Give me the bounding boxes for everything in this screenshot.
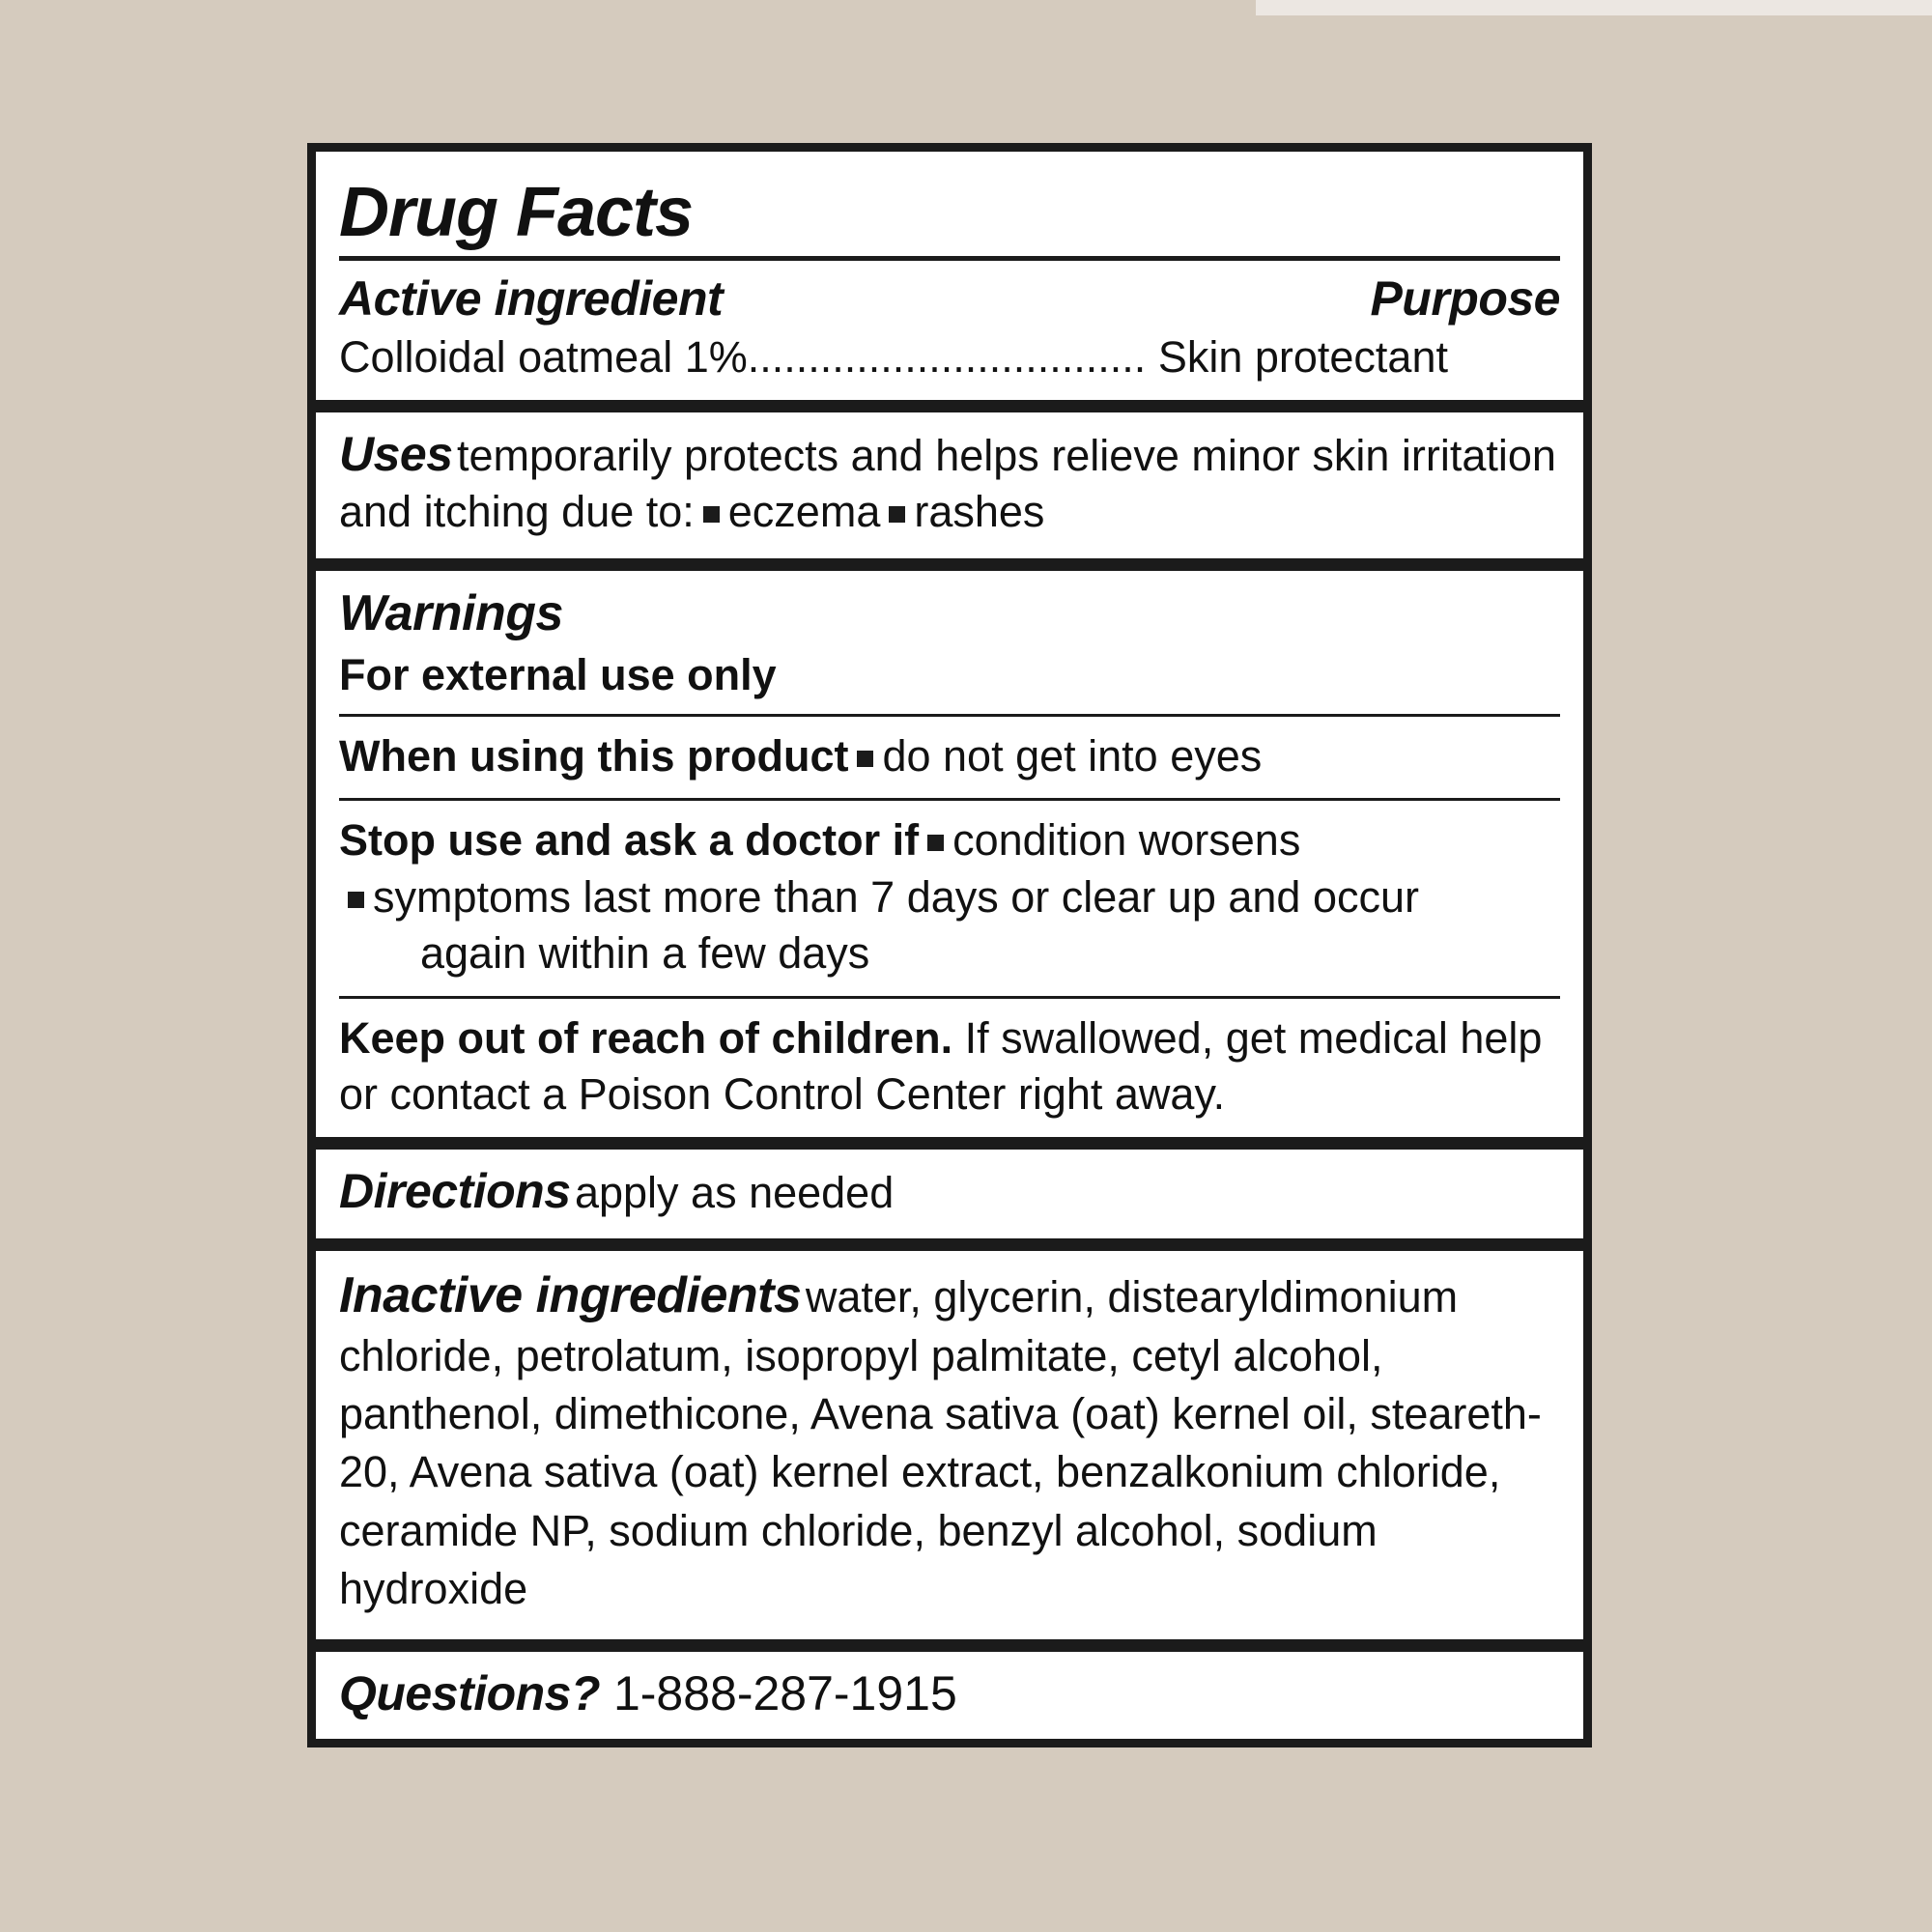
directions-heading: Directions <box>339 1163 571 1218</box>
questions-section <box>316 1652 1583 1739</box>
square-bullet-icon <box>857 751 873 767</box>
square-bullet-icon <box>348 892 364 908</box>
active-ingredient-header-row <box>316 261 1583 327</box>
warnings-section <box>316 571 1583 1137</box>
stop-use-bullet-2-row <box>339 869 1560 926</box>
page-title: Drug Facts <box>339 174 694 251</box>
warnings-keep-out <box>316 999 1583 1137</box>
purpose-heading: Purpose <box>1370 270 1560 326</box>
inactive-ingredients-section <box>316 1251 1583 1639</box>
uses-bullet-rashes: rashes <box>914 487 1045 537</box>
section-divider-5 <box>316 1639 1583 1652</box>
section-divider-4 <box>316 1238 1583 1251</box>
keep-out-label: Keep out of reach of children. <box>339 1012 953 1063</box>
warnings-external-use: For external use only <box>339 649 777 699</box>
square-bullet-icon <box>703 506 720 523</box>
inactive-ingredients-heading: Inactive ingredients <box>339 1267 802 1324</box>
section-divider-1 <box>316 400 1583 412</box>
stop-use-bullet-2-cont: again within a few days <box>420 928 870 979</box>
directions-text: apply as needed <box>574 1167 895 1217</box>
stop-use-label: Stop use and ask a doctor if <box>339 815 920 866</box>
square-bullet-icon <box>889 506 905 523</box>
uses-text: temporarily protects and helps relieve minor skin irritation and itching due to: <box>339 430 1556 537</box>
questions-phone[interactable]: 1-888-287-1915 <box>612 1666 957 1721</box>
uses-bullet-eczema: eczema <box>727 487 881 537</box>
questions-heading: Questions? <box>339 1666 601 1721</box>
stop-use-bullet-1: condition worsens <box>952 815 1301 866</box>
keep-out-text: If swallowed, get medical help or contact a Poison Control Center right away. <box>339 1012 1543 1120</box>
warnings-stop-use <box>316 801 1583 996</box>
active-ingredient-heading: Active ingredient <box>339 270 724 326</box>
active-ingredient-line: Colloidal oatmeal 1%................................. Skin protectant <box>339 331 1448 382</box>
warnings-when-using <box>316 717 1583 799</box>
stop-use-bullet-2: symptoms last more than 7 days or clear up and occur <box>373 871 1419 922</box>
when-using-label: When using this product <box>339 730 849 781</box>
section-divider-2 <box>316 558 1583 571</box>
drug-facts-label <box>307 143 1592 1747</box>
warnings-heading: Warnings <box>339 584 563 641</box>
when-using-bullet-1: do not get into eyes <box>882 730 1263 781</box>
square-bullet-icon <box>927 835 944 851</box>
uses-heading: Uses <box>339 426 453 481</box>
directions-section <box>316 1150 1583 1239</box>
background-patch <box>1256 0 1932 15</box>
uses-section <box>316 412 1583 558</box>
section-divider-3 <box>316 1137 1583 1150</box>
inactive-ingredients-text: water, glycerin, distearyldimonium chloride, petrolatum, isopropyl palmitate, cetyl alcohol, panthenol, dimethicone, Avena sativa (oat) kernel oil, steareth-20, Avena sativa (oat) kernel extract, benzalkonium chloride, ceramide NP, sodium chloride, benzyl alcohol, sodium hydroxide <box>339 1272 1542 1613</box>
